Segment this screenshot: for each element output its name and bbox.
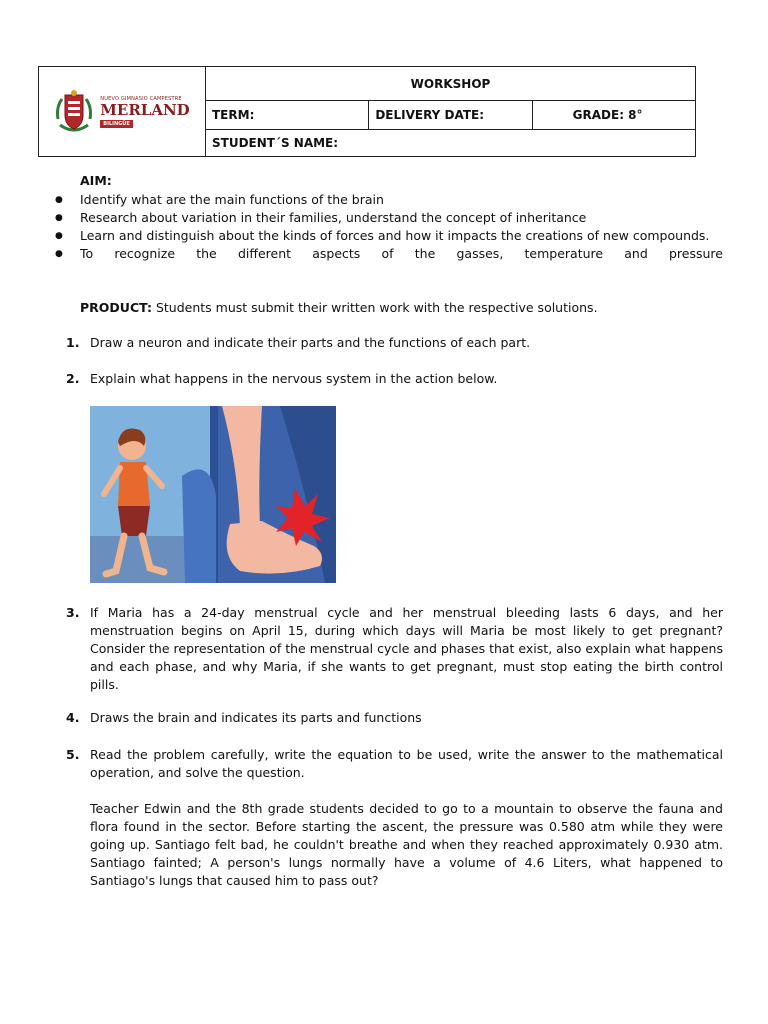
header-table (38, 66, 696, 157)
question-text: If Maria has a 24-day menstrual cycle and her menstrual bleeding lasts 6 days, and her menstruation begins on April 15, during which days will Maria be most likely to get pregnant? Consider the representation of the menstrual cycle and phases that exist, also explain what happens and each phase, and why Maria, if she wants to get pregnant, must stop eating the birth control pills. (90, 605, 723, 692)
question-number: 5. (66, 747, 80, 762)
student-name-label: STUDENT´S NAME: (206, 130, 696, 157)
question-text: Explain what happens in the nervous system in the action below. (90, 371, 498, 386)
delivery-date-label: DELIVERY DATE: (369, 101, 532, 130)
term-label: TERM: (206, 101, 369, 130)
question-4 (66, 709, 723, 727)
aim-item: ● Identify what are the main functions of the brain (55, 191, 723, 209)
crest-icon (54, 89, 94, 135)
grade-label: GRADE: 8° (532, 101, 695, 130)
product-paragraph (80, 299, 723, 317)
stubbed-toe-illustration (90, 406, 336, 583)
aim-title: AIM: (80, 173, 112, 188)
school-logo (39, 68, 205, 156)
aim-item: ● To recognize the different aspects of the gasses, temperature and pressure (55, 245, 723, 263)
aim-item: ● Learn and distinguish about the kinds of forces and how it impacts the creations of new compounds. (55, 227, 723, 245)
logo-name: MERLAND (100, 100, 190, 119)
logo-subtitle: NUEVO GIMNASIO CAMPESTRE (100, 95, 182, 102)
question-text: Read the problem carefully, write the equation to be used, write the answer to the mathematical operation, and solve the question. (90, 747, 723, 780)
question-1 (66, 334, 723, 352)
question-text: Draws the brain and indicates its parts and functions (90, 710, 422, 725)
question-3 (66, 604, 723, 694)
product-text: Students must submit their written work with the respective solutions. (155, 300, 598, 315)
workshop-title: WORKSHOP (206, 67, 696, 101)
question-number: 1. (66, 335, 80, 350)
aim-list (55, 191, 723, 263)
question-number: 3. (66, 605, 80, 620)
problem-paragraph: Teacher Edwin and the 8th grade students decided to go to a mountain to observe the fauna and flora found in the sector. Before starting the ascent, the pressure was 0.580 atm while they were going up. Santiago felt bad, he couldn't breathe and when they reached approximately 0.930 atm. Santiago fainted; A person's lungs normally have a volume of 4.6 Liters, what happened to Santiago's lungs that caused him to pass out? (90, 801, 723, 888)
product-label: PRODUCT: (80, 300, 152, 315)
logo-cell (39, 67, 206, 157)
question-number: 4. (66, 710, 80, 725)
aim-item: ● Research about variation in their families, understand the concept of inheritance (55, 209, 723, 227)
question-text: Draw a neuron and indicate their parts and the functions of each part. (90, 335, 531, 350)
logo-tag: BILINGÜE (100, 120, 132, 128)
question-5 (66, 746, 723, 782)
question-2 (66, 370, 723, 388)
question-number: 2. (66, 371, 80, 386)
